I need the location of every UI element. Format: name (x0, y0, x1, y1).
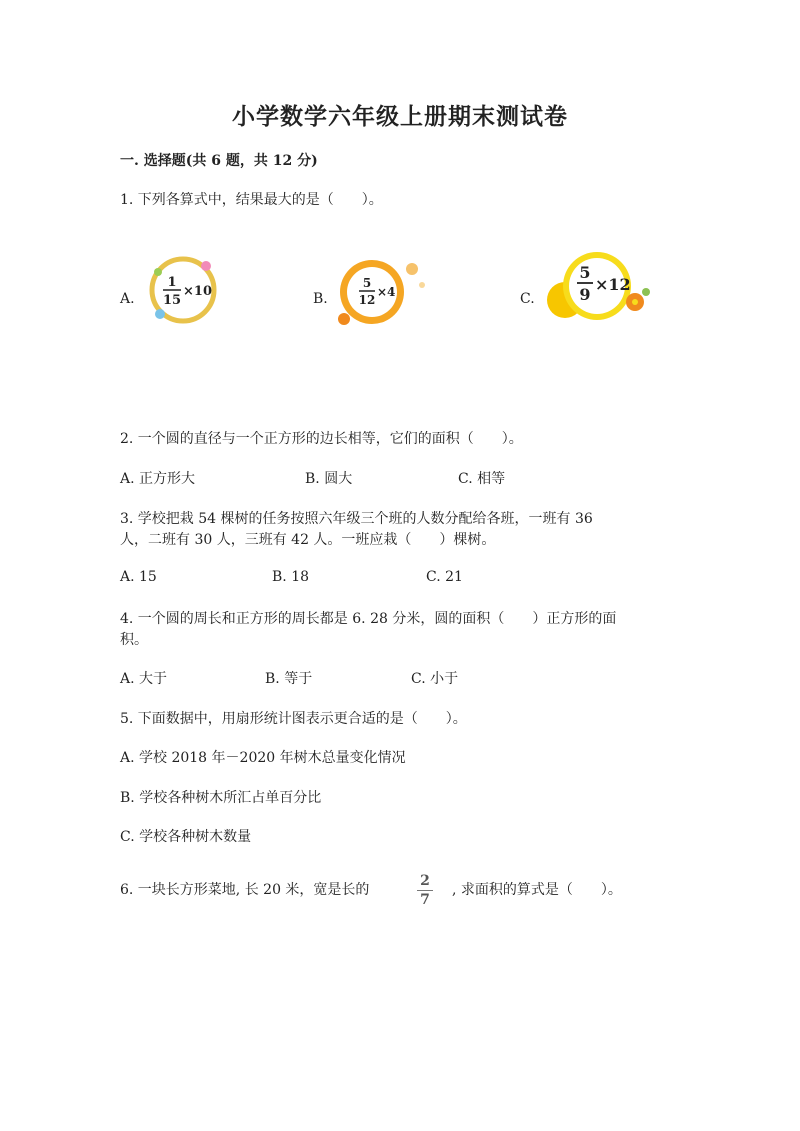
q1-option-b-badge (330, 255, 434, 331)
question-6-text-before: 6. 一块长方形菜地, 长 20 米，宽是长的 (120, 882, 370, 898)
flower-icon (338, 313, 350, 325)
q2-option-a: A. 正方形大 (120, 471, 196, 487)
q5-option-c: C. 学校各种树木数量 (120, 829, 252, 845)
q4-option-a: A. 大于 (120, 671, 168, 687)
question-3-line-1: 3. 学校把栽 54 棵树的任务按照六年级三个班的人数分配给各班，一班有 36 (120, 511, 593, 527)
question-4-line-1: 4. 一个圆的周长和正方形的周长都是 6. 28 分米，圆的面积（ ）正方形的面 (120, 611, 617, 627)
q1-option-c-label: C. (520, 291, 535, 307)
question-4-line-2: 积。 (120, 632, 148, 648)
q1-option-a-badge (146, 254, 222, 324)
q1-c-denominator: 9 (579, 285, 591, 304)
leaf-icon (642, 288, 650, 296)
flower-icon (201, 261, 211, 271)
q6-fraction (417, 873, 433, 908)
flower-icon (406, 263, 418, 275)
q1-a-operator: ×10 (183, 284, 212, 299)
q1-b-numerator: 5 (362, 276, 372, 290)
q6-fraction-numerator: 2 (420, 873, 430, 889)
q1-option-a-label: A. (120, 291, 135, 307)
q6-fraction-denominator: 7 (420, 892, 430, 908)
q3-option-c: C. 21 (426, 569, 463, 585)
q1-a-denominator: 15 (162, 293, 182, 308)
q2-option-b: B. 圆大 (305, 471, 353, 487)
question-1: 1. 下列各算式中，结果最大的是（ ）。 (120, 192, 383, 208)
q4-option-b: B. 等于 (265, 671, 313, 687)
section-heading: 一. 选择题(共 6 题，共 12 分) (120, 153, 318, 169)
q2-option-c: C. 相等 (458, 471, 506, 487)
q1-b-operator: ×4 (377, 285, 396, 299)
q1-option-c-badge (545, 248, 657, 324)
q4-option-c: C. 小于 (411, 671, 459, 687)
q1-c-operator: ×12 (595, 275, 631, 294)
q5-option-a: A. 学校 2018 年－2020 年树木总量变化情况 (120, 750, 406, 766)
question-2: 2. 一个圆的直径与一个正方形的边长相等，它们的面积（ ）。 (120, 431, 523, 447)
q1-c-numerator: 5 (579, 263, 591, 282)
q1-option-b-label: B. (313, 291, 328, 307)
question-3-line-2: 人，二班有 30 人，三班有 42 人。一班应栽（ ）棵树。 (120, 532, 496, 548)
question-5: 5. 下面数据中，用扇形统计图表示更合适的是（ ）。 (120, 711, 467, 727)
leaf-icon (154, 268, 162, 276)
q1-a-numerator: 1 (167, 275, 177, 290)
flower-icon (155, 309, 165, 319)
q5-option-b: B. 学校各种树木所汇占单百分比 (120, 790, 322, 806)
question-6-text-after: , 求面积的算式是（ ）。 (452, 882, 622, 898)
page-title: 小学数学六年级上册期末测试卷 (232, 103, 568, 130)
q3-option-b: B. 18 (272, 569, 310, 585)
q1-b-denominator: 12 (358, 293, 376, 307)
q3-option-a: A. 15 (120, 569, 157, 585)
